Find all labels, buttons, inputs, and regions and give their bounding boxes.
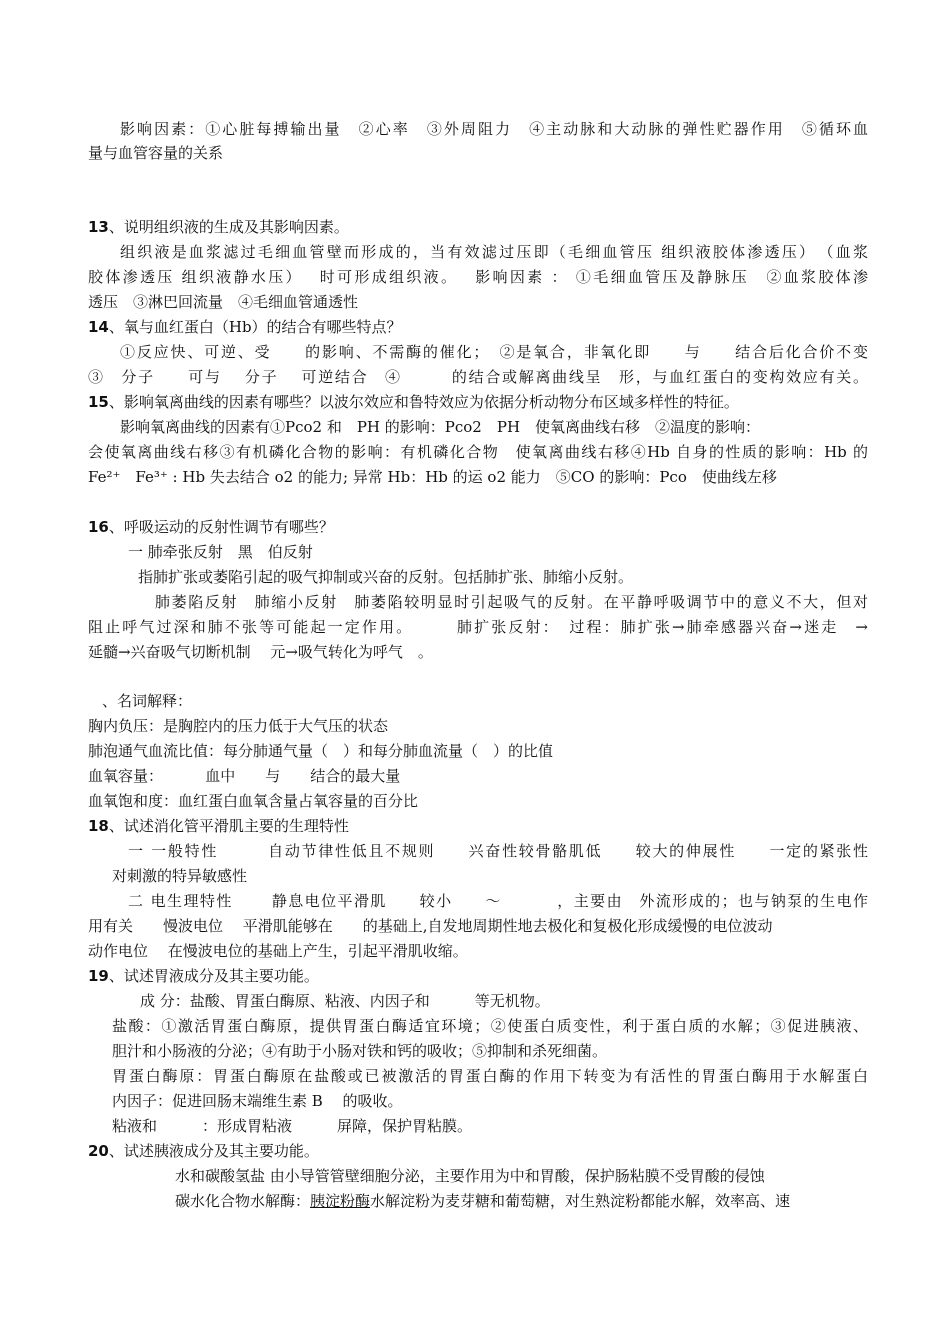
text-line: 影响因素：①心脏每搏输出量 ②心率 ③外周阻力 ④主动脉和大动脉的弹性贮器作用 ⑤循环血 bbox=[120, 120, 868, 138]
text-line: 一 一般特性 自动节律性低且不规则 兴奋性较骨骼肌低 较大的伸展性 一定的紧张性 bbox=[128, 842, 868, 860]
question-13-heading bbox=[88, 215, 868, 239]
question-number: 20 bbox=[88, 1142, 109, 1160]
question-number: 19 bbox=[88, 967, 109, 985]
text-line: Fe²⁺ Fe³⁺ : Hb 失去结合 o2 的能力; 异常 Hb：Hb 的运 o2 能力 ⑤CO 的影响：Pco 使曲线左移 bbox=[88, 468, 777, 486]
question-number: 18 bbox=[88, 817, 109, 835]
question-number: 15 bbox=[88, 393, 109, 411]
question-16-heading bbox=[88, 515, 868, 539]
text-line: ①反应快、可逆、受 的影响、不需酶的催化； ②是氧合，非氧化即 与 结合后化合价不变 bbox=[120, 343, 868, 361]
text-run: 碳水化合物水解酶： bbox=[175, 1192, 311, 1210]
text-line: 盐酸：①激活胃蛋白酶原，提供胃蛋白酶适宜环境；②使蛋白质变性，利于蛋白质的水解；③促进胰液、 bbox=[112, 1017, 868, 1035]
question-text: 、氧与血红蛋白（Hb）的结合有哪些特点？ bbox=[108, 318, 402, 336]
question-number: 16 bbox=[88, 518, 109, 536]
text-line: 指肺扩张或萎陷引起的吸气抑制或兴奋的反射。包括肺扩张、肺缩小反射。 bbox=[138, 568, 634, 586]
question-number: 14 bbox=[88, 318, 109, 336]
question-text: 、影响氧离曲线的因素有哪些？以波尔效应和鲁特效应为依据分析动物分布区域多样性的特征。 bbox=[108, 393, 739, 411]
text-line: 血氧饱和度：血红蛋白血氧含量占氧容量的百分比 bbox=[88, 792, 419, 810]
question-14-heading bbox=[88, 315, 868, 339]
text-line: 成 分：盐酸、胃蛋白酶原、粘液、内因子和 等无机物。 bbox=[140, 992, 550, 1010]
underlined-term: 胰淀粉酶 bbox=[310, 1192, 371, 1210]
text-line: 内因子：促进回肠末端维生素 B 的吸收。 bbox=[112, 1092, 403, 1110]
text-line: 肺泡通气血流比值：每分肺通气量（ ）和每分肺血流量（ ）的比值 bbox=[88, 742, 554, 760]
text-line: 用有关 慢波电位 平滑肌能够在 的基础上,自发地周期性地去极化和复极化形成缓慢的电位波动 bbox=[88, 917, 773, 935]
text-line: 血氧容量： 血中 与 结合的最大量 bbox=[88, 767, 401, 785]
question-text: 、试述胃液成分及其主要功能。 bbox=[108, 967, 319, 985]
text-line: 胃蛋白酶原：胃蛋白酶原在盐酸或已被激活的胃蛋白酶的作用下转变为有活性的胃蛋白酶用于水解蛋白 bbox=[112, 1067, 868, 1085]
question-text: 、呼吸运动的反射性调节有哪些？ bbox=[108, 518, 334, 536]
text-line: 二 电生理特性 静息电位平滑肌 较小 ～ ，主要由 外流形成的；也与钠泵的生电作 bbox=[128, 892, 868, 910]
question-20-heading bbox=[88, 1139, 868, 1163]
text-line: 阻止呼气过深和肺不张等可能起一定作用。 肺扩张反射： 过程：肺扩张→肺牵感器兴奋→迷走 → bbox=[88, 618, 868, 636]
question-15-heading bbox=[88, 390, 868, 414]
text-line: 一 肺牵张反射 黑 伯反射 bbox=[128, 543, 313, 561]
text-line bbox=[175, 1189, 868, 1213]
text-line: 会使氧离曲线右移③有机磷化合物的影响：有机磷化合物 使氧离曲线右移④Hb 自身的性质的影响：Hb 的 bbox=[88, 443, 868, 461]
question-18-heading bbox=[88, 814, 868, 838]
text-line: 组织液是血浆滤过毛细血管壁而形成的，当有效滤过压即（毛细血管压 组织液胶体渗透压） （血浆 bbox=[120, 243, 868, 261]
text-line: 肺萎陷反射 肺缩小反射 肺萎陷较明显时引起吸气的反射。在平静呼吸调节中的意义不大，但对 bbox=[155, 593, 868, 611]
text-line: 对刺激的特异敏感性 bbox=[112, 867, 248, 885]
text-line: 水和碳酸氢盐 由小导管管壁细胞分泌，主要作用为中和胃酸，保护肠粘膜不受胃酸的侵蚀 bbox=[175, 1167, 765, 1185]
question-number: 13 bbox=[88, 218, 109, 236]
text-run: 水解淀粉为麦芽糖和葡萄糖，对生熟淀粉都能水解，效率高、速 bbox=[370, 1192, 791, 1210]
text-line: 胸内负压：是胸腔内的压力低于大气压的状态 bbox=[88, 717, 389, 735]
section-heading: 、名词解释： bbox=[102, 692, 193, 710]
question-text: 、说明组织液的生成及其影响因素。 bbox=[108, 218, 349, 236]
question-text: 、试述胰液成分及其主要功能。 bbox=[108, 1142, 319, 1160]
text-line: 影响氧离曲线的因素有①Pco2 和 PH 的影响：Pco2 PH 使氧离曲线右移 ②温度的影响： bbox=[120, 418, 761, 436]
text-line: 粘液和 ：形成胃粘液 屏障，保护胃粘膜。 bbox=[112, 1117, 473, 1135]
text-line: ③ 分子 可与 分子 可逆结合 ④ 的结合或解离曲线呈 形，与血红蛋白的变构效应有关。 bbox=[88, 368, 868, 386]
question-19-heading bbox=[88, 964, 868, 988]
question-text: 、试述消化管平滑肌主要的生理特性 bbox=[108, 817, 349, 835]
text-line: 透压 ③淋巴回流量 ④毛细血管通透性 bbox=[88, 293, 359, 311]
text-line: 延髓→兴奋吸气切断机制 元→吸气转化为呼气 。 bbox=[88, 643, 433, 661]
text-line: 动作电位 在慢波电位的基础上产生，引起平滑肌收缩。 bbox=[88, 942, 468, 960]
text-line: 胶体渗透压 组织液静水压） 时可形成组织液。 影响因素 ： ①毛细血管压及静脉压 ②血浆胶体渗 bbox=[88, 268, 868, 286]
text-line: 量与血管容量的关系 bbox=[88, 144, 224, 162]
text-line: 胆汁和小肠液的分泌；④有助于小肠对铁和钙的吸收；⑤抑制和杀死细菌。 bbox=[112, 1042, 608, 1060]
